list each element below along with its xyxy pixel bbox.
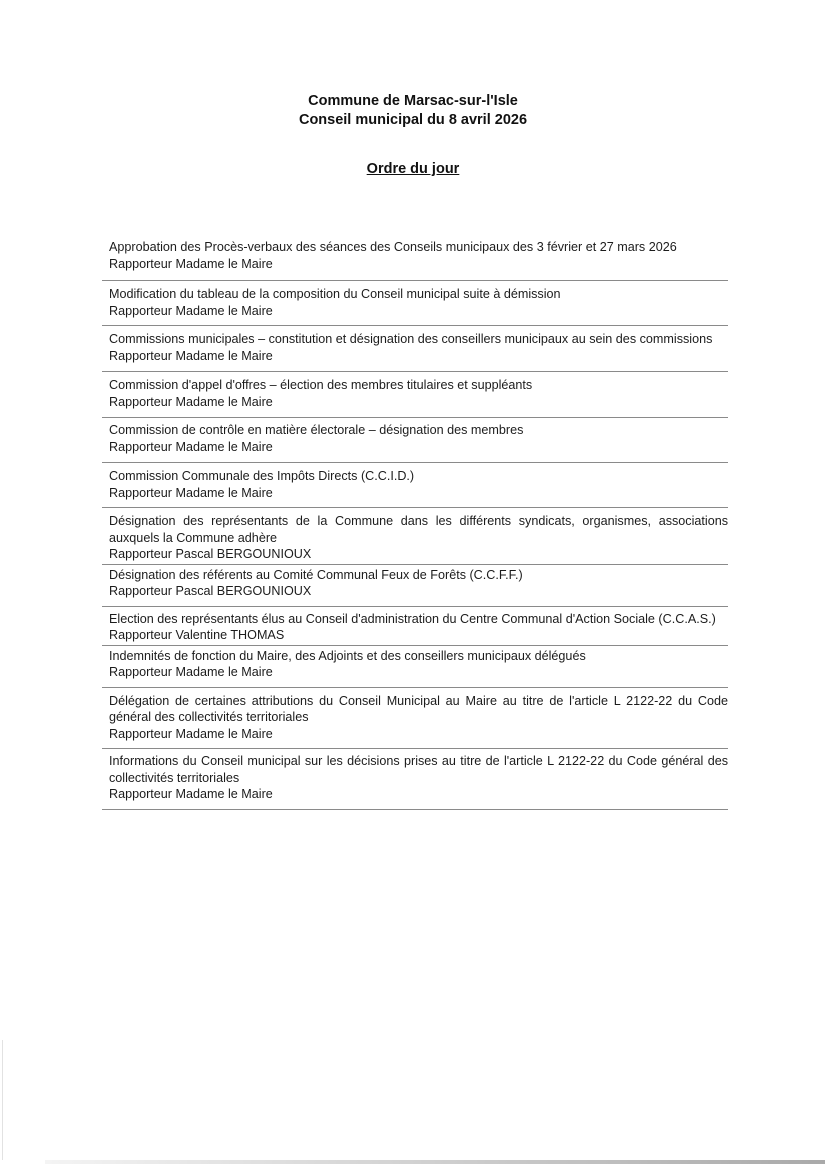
agenda-item-title: Commission Communale des Impôts Directs (C.C.I.D.) — [109, 469, 415, 483]
agenda-item — [102, 418, 728, 463]
agenda-list — [102, 239, 728, 810]
agenda-item-rapporteur: Rapporteur Madame le Maire — [109, 394, 273, 409]
agenda-item-title: Commission d'appel d'offres – élection des membres titulaires et suppléants — [109, 378, 533, 392]
agenda-item-title: Indemnités de fonction du Maire, des Adjoints et des conseillers municipaux délégués — [109, 648, 586, 663]
agenda-item-rapporteur: Rapporteur Madame le Maire — [109, 439, 273, 454]
scan-edge-bottom — [45, 1160, 825, 1164]
agenda-item-rapporteur: Rapporteur Madame le Maire — [109, 726, 273, 741]
agenda-item — [102, 565, 728, 607]
scan-edge-left — [2, 1040, 3, 1160]
agenda-item-title: Modification du tableau de la composition du Conseil municipal suite à démission — [109, 287, 561, 301]
agenda-item — [102, 326, 728, 372]
agenda-item — [102, 508, 728, 565]
agenda-item-rapporteur: Rapporteur Madame le Maire — [109, 348, 273, 363]
agenda-item-title: Commission de contrôle en matière électorale – désignation des membres — [109, 423, 524, 437]
agenda-item-title: Délégation de certaines attributions du Conseil Municipal au Maire au titre de l'article L 2122-22 du Code général des collectivités territoriales — [109, 693, 728, 724]
agenda-item — [102, 372, 728, 418]
agenda-item-rapporteur: Rapporteur Madame le Maire — [109, 665, 273, 679]
agenda-item-rapporteur: Rapporteur Madame le Maire — [109, 256, 273, 271]
agenda-item — [102, 646, 728, 688]
agenda-item-title: Désignation des référents au Comité Communal Feux de Forêts (C.C.F.F.) — [109, 567, 523, 582]
agenda-item-rapporteur: Rapporteur Madame le Maire — [109, 303, 273, 318]
council-date: Conseil municipal du 8 avril 2026 — [298, 112, 528, 128]
agenda-item-title: Election des représentants élus au Conseil d'administration du Centre Communal d'Action Sociale (C.C.A.S.) — [109, 611, 716, 626]
agenda-item — [102, 607, 728, 646]
document-header — [0, 92, 826, 130]
agenda-item-title: Approbation des Procès-verbaux des séances des Conseils municipaux des 3 février et 27 mars 2026 — [109, 240, 677, 254]
agenda-item-rapporteur: Rapporteur Madame le Maire — [109, 485, 273, 500]
agenda-item-title: Commissions municipales – constitution et désignation des conseillers municipaux au sein des commissions — [109, 332, 713, 346]
agenda-item — [102, 688, 728, 750]
agenda-item — [102, 749, 728, 810]
agenda-item — [102, 281, 728, 326]
agenda-item-rapporteur: Rapporteur Valentine THOMAS — [109, 628, 285, 642]
commune-name: Commune de Marsac-sur-l'Isle — [308, 93, 518, 109]
agenda-item-rapporteur: Rapporteur Pascal BERGOUNIOUX — [109, 547, 312, 561]
agenda-item — [102, 239, 728, 281]
agenda-item-title: Informations du Conseil municipal sur les décisions prises au titre de l'article L 2122-22 du Code général des collectivités territoriales — [109, 754, 728, 785]
agenda-item-rapporteur: Rapporteur Pascal BERGOUNIOUX — [109, 584, 312, 598]
agenda-heading: Ordre du jour — [366, 161, 460, 177]
agenda-item-rapporteur: Rapporteur Madame le Maire — [109, 787, 273, 801]
agenda-item — [102, 463, 728, 508]
agenda-item-title: Désignation des représentants de la Commune dans les différents syndicats, organismes, associations auxquels la Commune adhère — [109, 514, 728, 545]
